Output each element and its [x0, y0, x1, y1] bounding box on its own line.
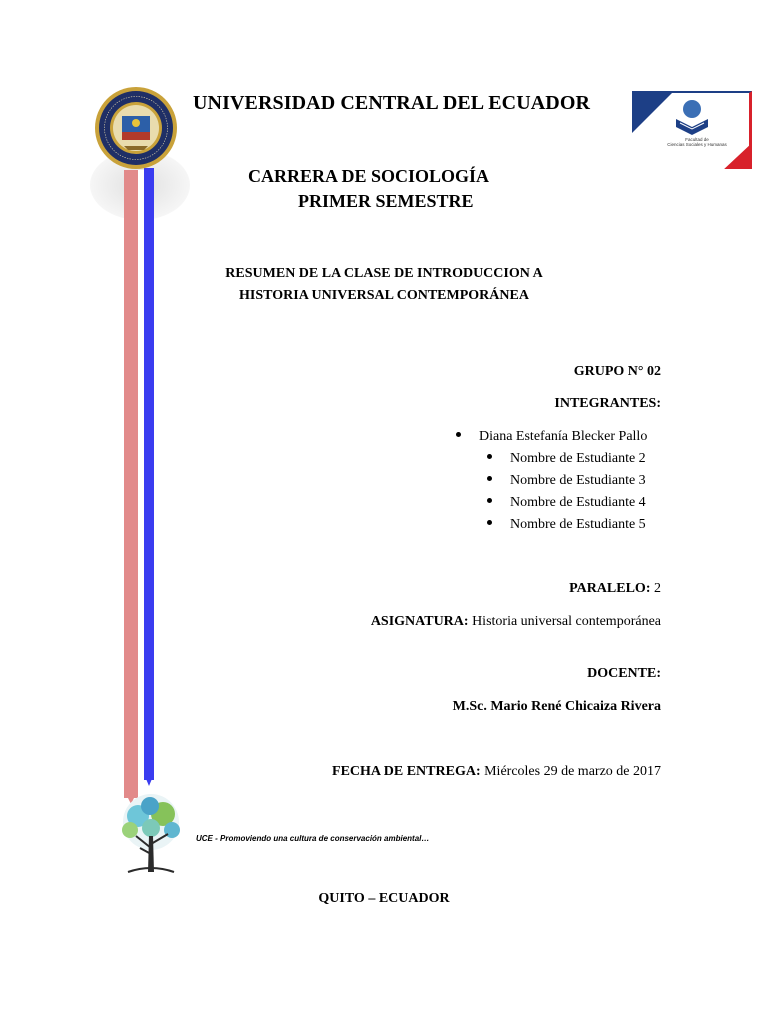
tree-logo [108, 792, 194, 882]
bullet-icon [487, 520, 492, 525]
ribbon-blue-tip [144, 774, 154, 786]
paralelo-value: 2 [654, 581, 661, 596]
bullet-icon [487, 476, 492, 481]
asignatura-label: ASIGNATURA: [370, 614, 469, 629]
paralelo-line [569, 581, 661, 597]
fecha-line [332, 764, 661, 780]
slogan-text: UCE - Promoviendo una cultura de conservación ambiental… [196, 834, 430, 843]
bullet-icon [487, 498, 492, 503]
faculty-logo-text: Facultad de Ciencias Sociales y Humanas [667, 137, 727, 147]
career-title: CARRERA DE SOCIOLOGÍA [248, 166, 490, 186]
members-label: INTEGRANTES: [554, 396, 661, 411]
list-item: Nombre de Estudiante 4 [487, 495, 646, 511]
summary-title-line1: RESUMEN DE LA CLASE DE INTRODUCCION A [225, 266, 543, 281]
summary-title-line2: HISTORIA UNIVERSAL CONTEMPORÁNEA [239, 288, 529, 303]
ribbon-red [124, 170, 138, 798]
ribbon-blue [144, 168, 154, 780]
docente-label: DOCENTE: [587, 666, 661, 681]
university-title: UNIVERSIDAD CENTRAL DEL ECUADOR [193, 92, 591, 114]
faculty-emblem-icon [632, 93, 752, 169]
asignatura-line [371, 614, 661, 630]
list-item: Diana Estefanía Blecker Pallo [456, 429, 647, 445]
list-item: Nombre de Estudiante 5 [487, 517, 646, 533]
group-label: GRUPO N° 02 [573, 364, 661, 379]
asignatura-value: Historia universal contemporánea [472, 614, 661, 629]
bullet-icon [487, 454, 492, 459]
list-item: Nombre de Estudiante 2 [487, 451, 646, 467]
bullet-icon [456, 432, 461, 437]
docente-name: M.Sc. Mario René Chicaiza Rivera [452, 699, 661, 714]
university-seal-logo [94, 86, 178, 170]
semester-title: PRIMER SEMESTRE [298, 191, 474, 211]
paralelo-label: PARALELO: [569, 581, 651, 596]
faculty-logo [632, 91, 752, 169]
list-item: Nombre de Estudiante 3 [487, 473, 646, 489]
footer-city: QUITO – ECUADOR [318, 891, 450, 906]
fecha-label: FECHA DE ENTREGA: [332, 764, 481, 779]
fecha-value: Miércoles 29 de marzo de 2017 [484, 764, 661, 779]
